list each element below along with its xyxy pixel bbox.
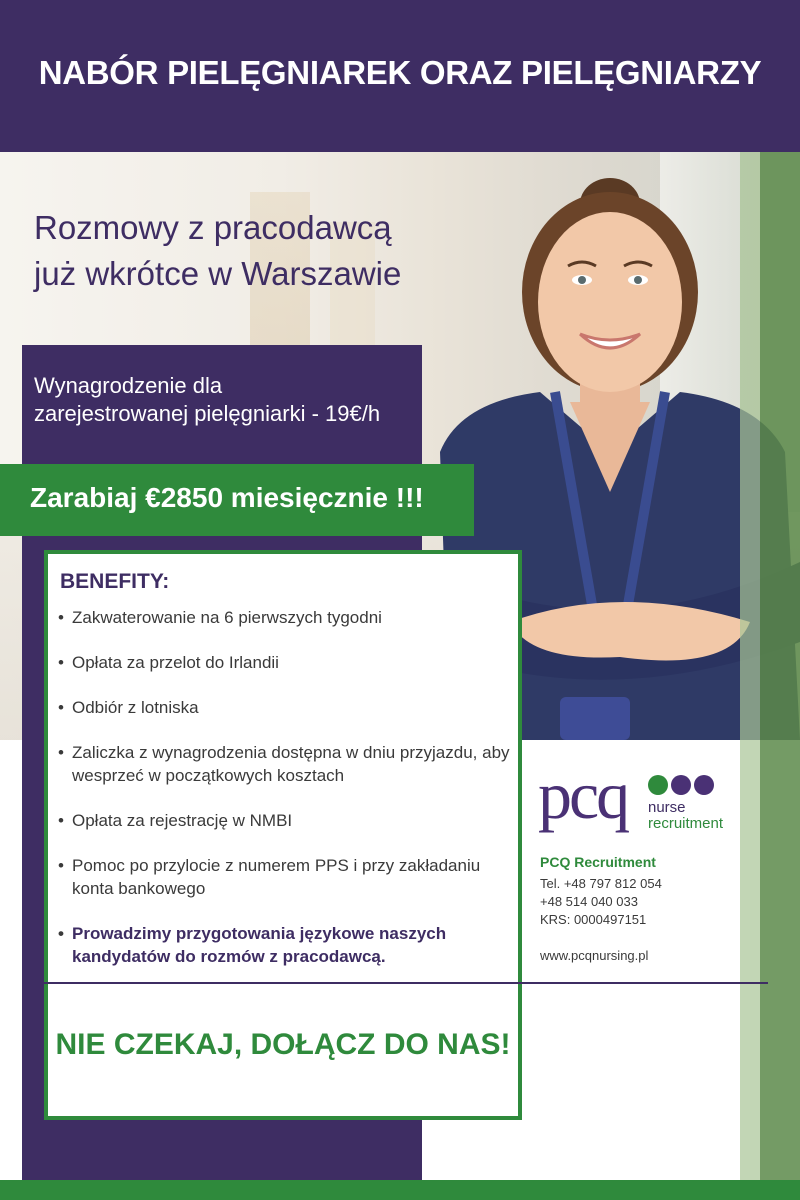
decorative-strip <box>760 152 800 1200</box>
earnings-text: Zarabiaj €2850 miesięcznie !!! <box>30 482 424 513</box>
benefits-box <box>44 550 522 1120</box>
phone-2: +48 514 040 033 <box>540 894 638 909</box>
company-name: PCQ Recruitment <box>540 854 656 870</box>
logo-tagline <box>648 800 723 832</box>
contact-info <box>540 875 662 929</box>
call-to-action: NIE CZEKAJ, DOŁĄCZ DO NAS! <box>55 1028 511 1061</box>
benefit-item: • Prowadzimy przygotowania językowe naszych kandydatów do rozmów z pracodawcą. <box>58 922 510 968</box>
pcq-logo-letters: pcq <box>538 757 628 833</box>
logo-dot <box>694 775 714 795</box>
salary-line: Wynagrodzenie dla <box>34 373 223 398</box>
bottom-bar <box>0 1180 800 1200</box>
logo-dot <box>648 775 668 795</box>
header-banner <box>0 0 800 152</box>
website-link[interactable]: www.pcqnursing.pl <box>540 948 649 963</box>
divider <box>44 982 768 984</box>
benefit-item: • Odbiór z lotniska <box>58 696 510 719</box>
subtitle <box>34 205 401 297</box>
subtitle-line: Rozmowy z pracodawcą <box>34 209 392 246</box>
benefit-item: • Zakwaterowanie na 6 pierwszych tygodni <box>58 606 510 629</box>
benefit-item: • Zaliczka z wynagrodzenia dostępna w dniu przyjazdu, aby wesprzeć w początkowych kosztach <box>58 741 510 787</box>
logo-dots <box>648 775 717 800</box>
benefit-item: • Pomoc po przylocie z numerem PPS i przy zakładaniu konta bankowego <box>58 854 510 900</box>
logo-word: recruitment <box>648 815 724 832</box>
benefit-item: • Opłata za przelot do Irlandii <box>58 651 510 674</box>
benefits-list <box>58 606 510 990</box>
earnings-banner <box>0 464 474 536</box>
logo-dot <box>671 775 691 795</box>
salary-line: zarejestrowanej pielęgniarki - 19€/h <box>34 401 381 426</box>
decorative-strip <box>740 152 760 1200</box>
subtitle-line: już wkrótce w Warszawie <box>34 255 402 292</box>
krs-number: KRS: 0000497151 <box>540 912 647 927</box>
benefit-item: • Opłata za rejestrację w NMBI <box>58 809 510 832</box>
benefits-title: BENEFITY: <box>60 570 170 593</box>
salary-info <box>34 372 380 428</box>
logo-word: nurse <box>648 799 686 816</box>
page-title: NABÓR PIELĘGNIAREK ORAZ PIELĘGNIARZY <box>38 54 762 91</box>
phone-1: Tel. +48 797 812 054 <box>540 876 662 891</box>
